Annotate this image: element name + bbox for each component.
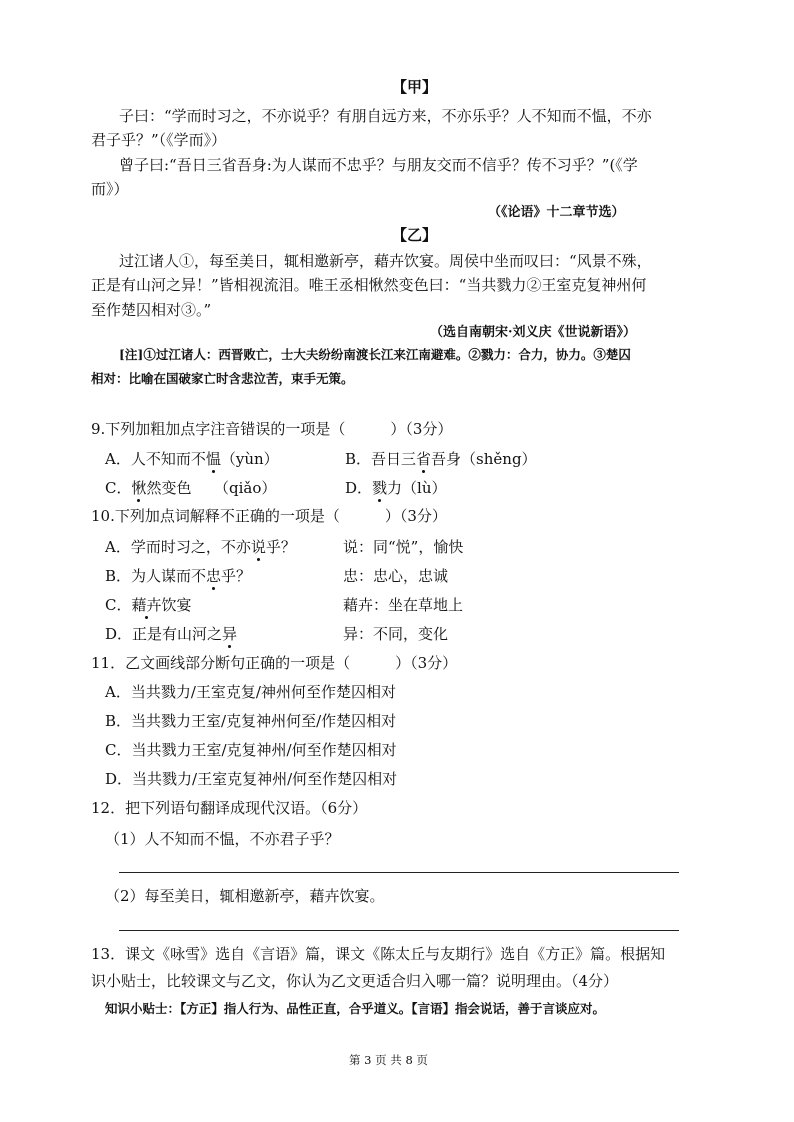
jia-heading: 【甲】 [392,78,438,96]
q10-a-dotted: 说 [250,538,266,556]
yi-note-2: 相对：比喻在国破家亡时含悲泣苦，束手无策。 [91,371,354,386]
yi-line-3: 至作楚囚相对③。” [91,301,212,319]
q11-option-a: A．当共戮力/王室克复/神州何至作楚囚相对 [105,683,396,701]
q9-option-b: B．吾日三省吾身（shěng） [345,450,537,468]
yi-source: （选自南朝宋·刘义庆《世说新语》） [430,325,637,340]
yi-note-1: [注]①过江诸人：西晋败亡，士大夫纷纷南渡长江来江南避难。②戮力：合力，协力。③楚囚 [119,347,631,362]
jia-line-1: 子曰：“学而时习之，不亦说乎？有朋自远方来，不亦乐乎？人不知而不愠，不亦 [119,107,652,125]
q10-c-explanation: 藉卉：坐在草地上 [343,596,464,614]
q13-line-2: 识小贴士，比较课文与乙文，你认为乙文更适合归入哪一篇？说明理由。（4分） [91,972,619,990]
page-footer: 第 3 页 共 8 页 [349,1053,428,1067]
q11-option-d: D．当共戮力/王室克复神州/何至作楚囚相对 [105,770,398,788]
q10-b-dotted: 忠 [206,567,222,585]
q10-a-explanation: 说：同“悦”，愉快 [343,538,464,556]
q9-option-a: A．人不知而不愠（yùn） [105,450,279,468]
q12-stem: 12．把下列语句翻译成现代汉语。（6分） [91,799,368,817]
q11-stem: 11．乙文画线部分断句正确的一项是（ ）（3分） [91,654,458,672]
jia-line-3: 曾子曰:“吾日三省吾身:为人谋而不忠乎？与朋友交而不信乎？传不习乎？”(《学 [119,156,638,174]
yi-line-2: 正是有山河之异！”皆相视流泪。唯王丞相愀然变色曰：“当共戮力②王室克复神州何 [91,276,647,294]
q11-option-b: B．当共戮力王室/克复神州何至/作楚囚相对 [105,712,397,730]
q10-stem: 10.下列加点词解释不正确的一项是（ ）（3分） [91,507,447,525]
q10-option-c: C．藉卉饮宴 [105,596,192,614]
q10-option-b: B．为人谋而不忠乎？ [105,567,252,585]
q12-sentence-1: （1）人不知而不愠，不亦君子乎？ [105,830,340,848]
q9-stem: 9.下列加粗加点字注音错误的一项是（ ）（3分） [91,420,453,438]
jia-line-2: 君子乎？”（《学而》） [91,131,227,149]
jia-line-4: 而》） [91,180,129,198]
q12-answer-line-2[interactable] [119,930,679,931]
q10-d-explanation: 异：不同，变化 [343,625,449,643]
yi-heading: 【乙】 [392,226,438,244]
q9-c-dotted: 愀 [131,479,147,497]
q11-option-c: C．当共戮力王室/克复神州/何至作楚囚相对 [105,741,397,759]
q10-c-dotted: 藉卉 [131,596,162,614]
q10-d-dotted: 异 [222,625,238,643]
q9-option-c: C．愀然变色 （qiǎo） [105,479,277,497]
q12-answer-line-1[interactable] [119,872,679,873]
q9-b-dotted: 省 [416,450,432,468]
q10-option-d: D．正是有山河之异 [105,625,238,643]
q13-line-1: 13．课文《咏雪》选自《言语》篇，课文《陈太丘与友期行》选自《方正》篇。根据知 [91,945,666,963]
q9-d-dotted: 戮 [372,479,388,497]
jia-source: （《论语》十二章节选） [488,205,625,220]
yi-line-1: 过江诸人①，每至美日，辄相邀新亭，藉卉饮宴。周侯中坐而叹曰：“风景不殊， [119,252,652,270]
q12-sentence-2: （2）每至美日，辄相邀新亭，藉卉饮宴。 [105,887,385,905]
q10-b-explanation: 忠：忠心，忠诚 [343,567,449,585]
q13-tip: 知识小贴士：【方正】指人行为、品性正直，合乎道义。【言语】指会说话，善于言谈应对。 [105,1001,606,1016]
q9-option-d: D．戮力（lù） [345,479,447,497]
q9-a-dotted: 愠 [205,450,221,468]
q10-option-a: A．学而时习之，不亦说乎？ [105,538,296,556]
